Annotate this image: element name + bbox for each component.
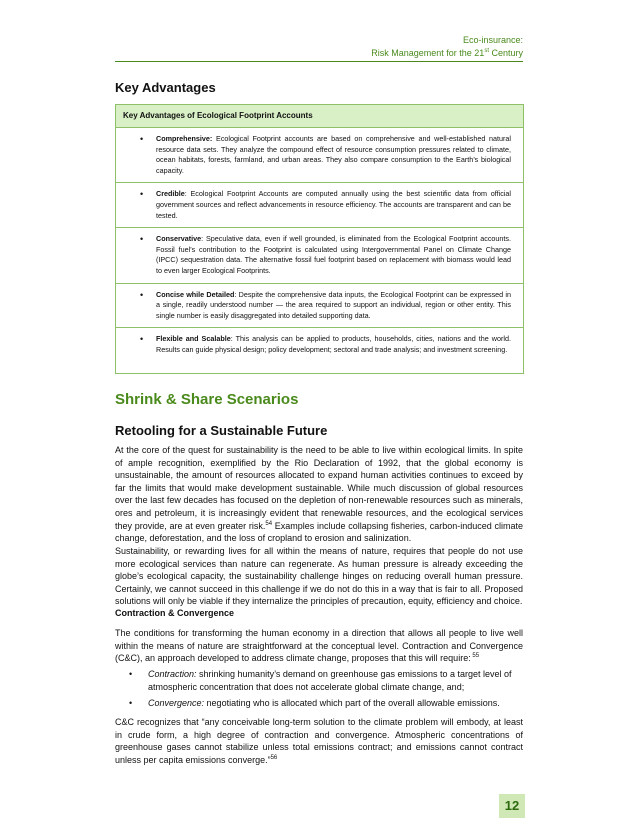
advantage-text: : This analysis can be applied to products, households, cities, nations and the world. Results can guide physical design; policy development; sectoral and trade analysis; and investment screening. [156, 334, 511, 354]
advantage-term: Comprehensive: [156, 134, 213, 143]
paragraph-2: Sustainability, or rewarding lives for all within the means of nature, requires that people do not use more ecological services than nature can regenerate. As human pressure is already exceeding the globe’s ecological capacity, the sustainability challenge hinges on reducing overall human pressure. Certainly, we cannot succeed in this challenge if we do not do this in a way that is fair to all. Proposed solutions will only be viable if they internalize the principles of precaution, equity, efficiency and choice. [115, 546, 523, 607]
bullet-icon: • [140, 189, 144, 200]
header-rule [115, 61, 523, 62]
subsection-heading: Retooling for a Sustainable Future [115, 423, 328, 438]
paragraph-4 [115, 716, 523, 766]
key-advantages-heading: Key Advantages [115, 80, 216, 95]
bullet-contraction [115, 668, 523, 693]
bullet-convergence [115, 697, 523, 710]
bullet-icon: • [129, 669, 133, 679]
bullet-term: Contraction: [148, 669, 197, 679]
advantage-text: : Ecological Footprint Accounts are computed annually using the best scientific data from official government sources and reflect advancements in resource efficiency. The accounts are transparent and can be tested. [156, 189, 511, 220]
bullet-convergence-body [148, 697, 523, 710]
footnote-ref: 56 [270, 754, 278, 761]
paragraph-4-text: C&C recognizes that “any conceivable long-term solution to the climate problem will embody, at least in crude form, a high degree of contraction and convergence. Atmospheric concentrations of greenhouse gases cannot stabilize unless total emissions contract; and emissions cannot contract unless per capita emissions converge.” [115, 717, 523, 765]
bullet-icon: • [140, 289, 144, 300]
bullet-icon: • [129, 698, 133, 708]
section-heading: Shrink & Share Scenarios [115, 391, 299, 408]
page-number: 12 [499, 794, 525, 818]
advantage-text: : Despite the comprehensive data inputs, the Ecological Footprint can be expressed in a single, readily understood number — the area required to support an individual, region or other entity. This single number is easily disaggregated into detailed supporting data. [156, 289, 512, 320]
key-advantages-box [115, 104, 524, 374]
paragraph-1 [115, 444, 523, 545]
advantage-item [116, 128, 523, 183]
footnote-ref: 55 [470, 653, 480, 660]
header-line-2-text: Risk Management for the 21 [371, 48, 485, 58]
advantage-item [116, 183, 523, 228]
advantage-term: Credible [156, 189, 185, 199]
paragraph-3 [115, 627, 523, 665]
advantage-item [116, 284, 523, 329]
footnote-ref: 54 [265, 520, 273, 527]
bullet-icon: • [140, 334, 144, 345]
running-header [371, 34, 523, 60]
bullet-text: negotiating who is allocated which part of the overall allowable emissions. [204, 698, 500, 708]
advantage-term: Concise while Detailed [156, 289, 235, 299]
header-line-1: Eco-insurance: [462, 35, 523, 45]
contraction-convergence-heading: Contraction & Convergence [115, 608, 235, 618]
advantage-item [116, 228, 523, 283]
box-title: Key Advantages of Ecological Footprint Accounts [116, 105, 523, 128]
bullet-term: Convergence: [148, 698, 205, 708]
header-line-2-end: Century [488, 48, 523, 58]
paragraph-1-text-end: Examples include collapsing fisheries, carbon-induced climate change, deforestation, and the loss of cropland to erosion and salinization. [115, 520, 523, 544]
advantage-term: Flexible and Scalable [156, 334, 231, 344]
header-line-2 [371, 47, 523, 60]
advantage-text: : Speculative data, even if well grounded, is eliminated from the Ecological Footprint accounts. Fossil fuel’s contribution to the Footprint is calculated using Intergovernmental Panel on Climate Change (IPCC) sequestration data. The alternative fossil fuel footprint based on replacement with biomass would lead to even larger Ecological Footprints. [156, 234, 511, 275]
header-superscript: st [484, 48, 489, 54]
advantage-term: Conservative [156, 234, 202, 244]
bullet-icon: • [140, 234, 144, 245]
paragraph-3-text: The conditions for transforming the human economy in a direction that allows all people to live well within the means of nature are straightforward at the conceptual level. Contraction and Convergence (C&C), an approach developed to address climate change, proposes that this will require: [115, 628, 523, 664]
bullet-icon: • [140, 134, 144, 144]
bullet-contraction-body [148, 668, 523, 693]
advantage-text: Ecological Footprint accounts are based on comprehensive and well-established natural resource data sets. They analyze the compound effect of resource consumption pressures related to climate, ocean habitats, forests, farmland, and urban areas. They also compare consumption to the Earth’s biological capacity. [156, 134, 511, 175]
paragraph-1-text: At the core of the quest for sustainability is the need to be able to live within ecological limits. In spite of ample recognition, exemplified by the Rio Declaration of 1992, that the global economy is unsustainable, the amount of resources allocated to expand human activities continues to exceed by far the limits that would make development sustainable. While much discussion of global resources over the last few decades has focused on the depletion of non-renewable resources such as minerals, ores and petroleum, it is increasingly evident that renewable resources, and the ecological services they provide, are at even greater risk. [115, 445, 523, 531]
advantage-item [116, 328, 523, 361]
bullet-text: shrinking humanity’s demand on greenhouse gas emissions to a target level of atmospheric concentration that does not accelerate global climate change, and; [148, 669, 512, 692]
